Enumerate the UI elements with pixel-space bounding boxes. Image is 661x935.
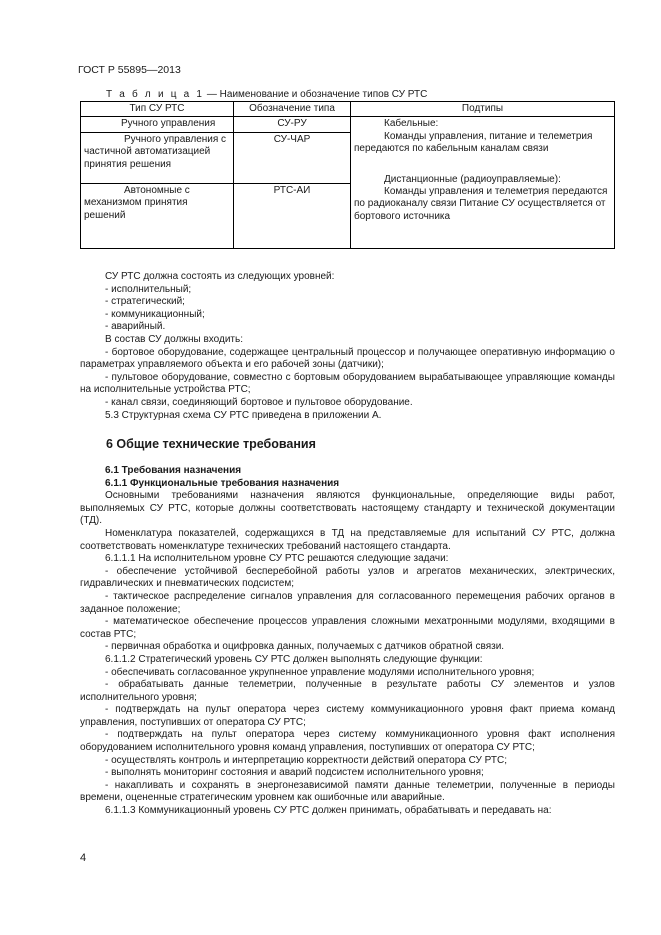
table-caption-label: Т а б л и ц а 1 [106, 89, 205, 100]
list-item: - канал связи, соединяющий бортовое и пультовое оборудование. [105, 396, 413, 408]
list-item: - математическое обеспечение процессов управления сложными мехатронными модулями, входящими в состав РТС; [80, 616, 615, 640]
list-item: - осуществлять контроль и интерпретацию корректности действий оператора СУ РТС; [105, 754, 507, 766]
paragraph: Номенклатура показателей, содержащихся в ТД на представляемые для испытаний СУ РТС, должна соответствовать номенклатуре технических требований настоящего стандарта. [80, 527, 615, 552]
cell-type [81, 132, 234, 183]
table-row [81, 117, 615, 132]
document-header: ГОСТ Р 55895—2013 [78, 64, 181, 76]
list-item: - бортовое оборудование, содержащее центральный процессор и получающее оперативную информацию о параметрах управляемого объекта и его рабочей зоны (датчики); [80, 346, 615, 371]
list-item: - обрабатывать данные телеметрии, полученные в результате работы СУ элементов и узлов исполнительного уровня; [80, 679, 615, 703]
page-number: 4 [80, 852, 87, 864]
list-item: - исполнительный; [105, 283, 192, 295]
paragraph: СУ РТС должна состоять из следующих уровней: [105, 271, 335, 282]
subsection-heading: 6.1.1 Функциональные требования назначения [105, 477, 340, 489]
list-item: - стратегический; [105, 296, 185, 308]
list-item: - тактическое распределение сигналов управления для согласованного перемещения рабочих органов в заданное положение; [80, 590, 615, 615]
cell-code: СУ-ЧАР [234, 132, 351, 183]
table-caption [106, 89, 427, 100]
paragraph: 6.1.1.2 Стратегический уровень СУ РТС должен выполнять следующие функции: [105, 653, 483, 665]
subsection-heading: 6.1 Требования назначения [105, 465, 242, 476]
col-header-code: Обозначение типа [234, 102, 351, 117]
cell-subtypes [351, 117, 615, 248]
cell-type: Ручного управления [81, 117, 234, 132]
cell-type-text: Автономные с механизмом принятия решений [84, 184, 190, 221]
table-caption-text: — Наименование и обозначение типов СУ РТС [204, 89, 428, 100]
section-5-text [80, 271, 615, 422]
section-6-heading: 6 Общие технические требования [106, 437, 316, 451]
cell-type-text: Ручного управления с частичной автоматизацией принятия решения [84, 133, 227, 170]
paragraph: 6.1.1.1 На исполнительном уровне СУ РТС решаются следующие задачи: [105, 553, 449, 565]
table-header-row [81, 102, 615, 117]
cell-code: РТС-АИ [234, 183, 351, 248]
subtype-cable-text: Команды управления, питание и телеметрия передаются по кабельным каналам связи [354, 130, 593, 155]
section-6-text [80, 465, 615, 818]
list-item: - первичная обработка и оцифровка данных, получаемых с датчиков обратной связи. [105, 641, 505, 653]
paragraph: 5.3 Структурная схема СУ РТС приведена в приложении А. [105, 409, 382, 421]
list-item: - аварийный. [105, 321, 166, 333]
paragraph: Основными требованиями назначения являются функциональные, определяющие виды работ, выполняемых СУ РТС, которые должны соответствовать настоящему стандарту и технической документации (ТД). [80, 490, 615, 527]
list-item: - коммуникационный; [105, 308, 205, 320]
list-item: - пультовое оборудование, совместно с бортовым оборудованием вырабатывающее управляющие команды на исполнительные устройства РТС; [80, 371, 615, 396]
types-table [80, 101, 615, 249]
subtype-radio-text: Команды управления и телеметрия передаются по радиоканалу связи Питание СУ осуществляется от бортового источника [354, 186, 608, 222]
col-header-subtypes: Подтипы [351, 102, 615, 117]
list-item: - подтверждать на пульт оператора через систему коммуникационного уровня факт исполнения оборудованием исполнительного уровня команд управления, поступивших от оператора СУ РТС; [80, 729, 615, 754]
list-item: - выполнять мониторинг состояния и аварий подсистем исполнительного уровня; [105, 767, 484, 779]
list-item: - подтверждать на пульт оператора через систему коммуникационного уровня факт приема команд управления, поступивших от оператора СУ РТС; [80, 704, 615, 728]
cell-code: СУ-РУ [234, 117, 351, 132]
list-item: - накапливать и сохранять в энергонезависимой памяти данные телеметрии, полученные в периоды времени, оцененные стратегическим уровнем как ошибочные или аварийные. [80, 779, 615, 804]
paragraph: 6.1.1.3 Коммуникационный уровень СУ РТС должен принимать, обрабатывать и передавать на: [105, 805, 552, 817]
cell-type [81, 183, 234, 248]
list-item: - обеспечивать согласованное укрупненное управление модулями исполнительного уровня; [105, 666, 535, 678]
paragraph: В состав СУ должны входить: [105, 333, 243, 345]
col-header-type: Тип СУ РТС [81, 102, 234, 117]
subtype-cable-title: Кабельные: [384, 118, 439, 130]
list-item: - обеспечение устойчивой бесперебойной работы узлов и агрегатов механических, электрических, гидравлических и пневматических подсистем; [80, 565, 615, 590]
subtype-radio-title: Дистанционные (радиоуправляемые): [384, 173, 561, 185]
